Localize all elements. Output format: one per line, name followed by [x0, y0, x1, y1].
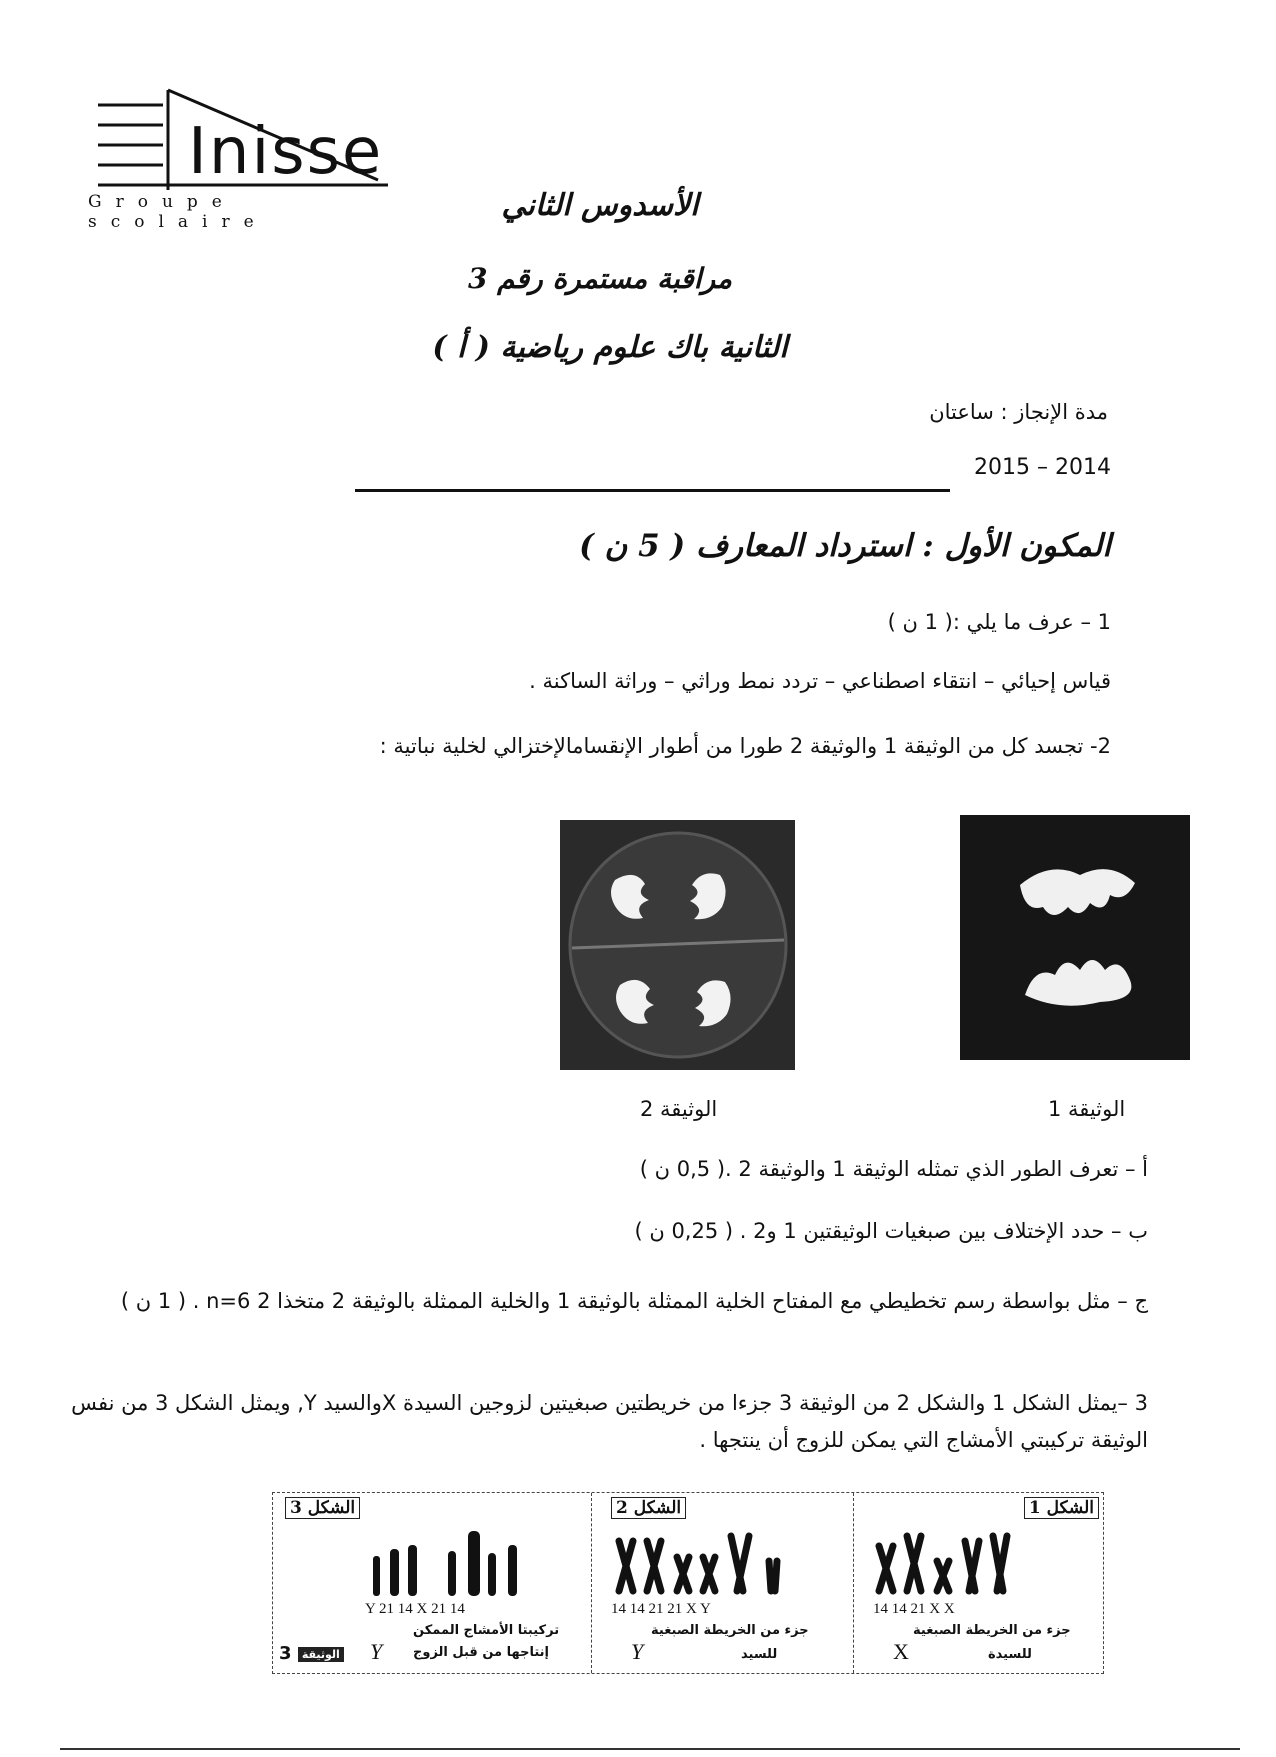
shape-2-panel	[591, 1493, 854, 1673]
shape-2-symbol: Y	[631, 1639, 644, 1664]
shape-1-owner: للسيدة	[988, 1647, 1032, 1662]
logo-tagline: Groupe scolaire	[88, 192, 268, 232]
question-2: 2- تجسد كل من الوثيقة 1 والوثيقة 2 طورا من أطوار الإنقسامالإختزالي لخلية نباتية :	[379, 734, 1111, 758]
section-title: المكون الأول : استرداد المعارف ( 5 ن )	[579, 528, 1111, 564]
document-1-caption: الوثيقة 1	[1048, 1097, 1126, 1121]
question-2b: ب – حدد الإختلاف بين صبغيات الوثيقتين 1 و2 . ( 0,25 ن )	[634, 1219, 1148, 1243]
shape-3-caption-line2: إنتاجها من قبل الزوج	[413, 1645, 549, 1660]
shape-1-symbol: X	[893, 1639, 909, 1664]
shape-2-owner: للسيد	[741, 1647, 778, 1662]
shape-1-chromosomes	[871, 1531, 1071, 1601]
school-logo	[88, 80, 433, 235]
semester-title: الأسدوس الثاني	[501, 188, 699, 223]
shape-1-panel	[853, 1493, 1103, 1673]
document-2-micrograph	[560, 820, 795, 1070]
logo-brand: Inisse	[188, 115, 384, 189]
shape-3-caption: تركيبتا الأمشاج الممكن	[413, 1623, 560, 1638]
document-3-badge	[279, 1643, 344, 1664]
school-year: 2015 – 2014	[974, 455, 1111, 480]
exam-duration: مدة الإنجاز : ساعتان	[929, 400, 1108, 424]
shape-1-caption: جزء من الخريطة الصبغية	[913, 1623, 1071, 1638]
shape-1-label: الشكل 1	[1024, 1497, 1099, 1519]
shape-3-chromosome-labels: Y 21 14 X 21 14	[365, 1601, 465, 1617]
document-3-number: 3	[279, 1643, 292, 1664]
shape-3-label: الشكل 3	[285, 1497, 360, 1519]
document-3-tag: الوثيقة	[298, 1647, 344, 1662]
shape-2-caption: جزء من الخريطة الصبغية	[651, 1623, 809, 1638]
document-2-caption: الوثيقة 2	[640, 1097, 718, 1121]
shape-2-chromosome-labels: 14 14 21 21 X Y	[611, 1601, 711, 1617]
telophase-ii-image	[560, 820, 795, 1070]
shape-2-chromosomes	[611, 1531, 831, 1601]
document-1-micrograph	[960, 815, 1190, 1060]
footer-divider	[60, 1748, 1240, 1750]
question-3: 3 –يمثل الشكل 1 والشكل 2 من الوثيقة 3 جزءا من خريطتين صبغيتين لزوجين السيدة Xوالسيد Y, ويمثل الشكل 3 من نفس الوثيقة تركيبتي الأمشاج التي يمكن للزوج أن ينتجها .	[71, 1391, 1148, 1452]
header-divider	[355, 489, 950, 492]
question-2a: أ – تعرف الطور الذي تمثله الوثيقة 1 والوثيقة 2 .( 0,5 ن )	[639, 1157, 1148, 1181]
exam-title: مراقبة مستمرة رقم 3	[467, 262, 733, 295]
question-2c: ج – مثل بواسطة رسم تخطيطي مع المفتاح الخلية الممثلة بالوثيقة 1 والخلية الممثلة بالوثيقة 2 متخذا 2 n=6 . ( 1 ن )	[120, 1289, 1148, 1313]
anaphase-i-image	[960, 815, 1190, 1060]
shape-3-panel	[273, 1493, 592, 1673]
question-1: 1 – عرف ما يلي :( 1 ن )	[887, 610, 1111, 634]
question-1-terms: قياس إحيائي – انتقاء اصطناعي – تردد نمط وراثي – وراثة الساكنة .	[529, 669, 1111, 693]
shape-2-label: الشكل 2	[611, 1497, 686, 1519]
shape-1-chromosome-labels: 14 14 21 X X	[873, 1601, 955, 1617]
shape-3-symbol: Y	[370, 1639, 383, 1664]
document-3-figure	[272, 1492, 1104, 1674]
shape-3-chromosomes	[368, 1531, 568, 1601]
class-title: الثانية باك علوم رياضية ( أ )	[432, 330, 788, 365]
